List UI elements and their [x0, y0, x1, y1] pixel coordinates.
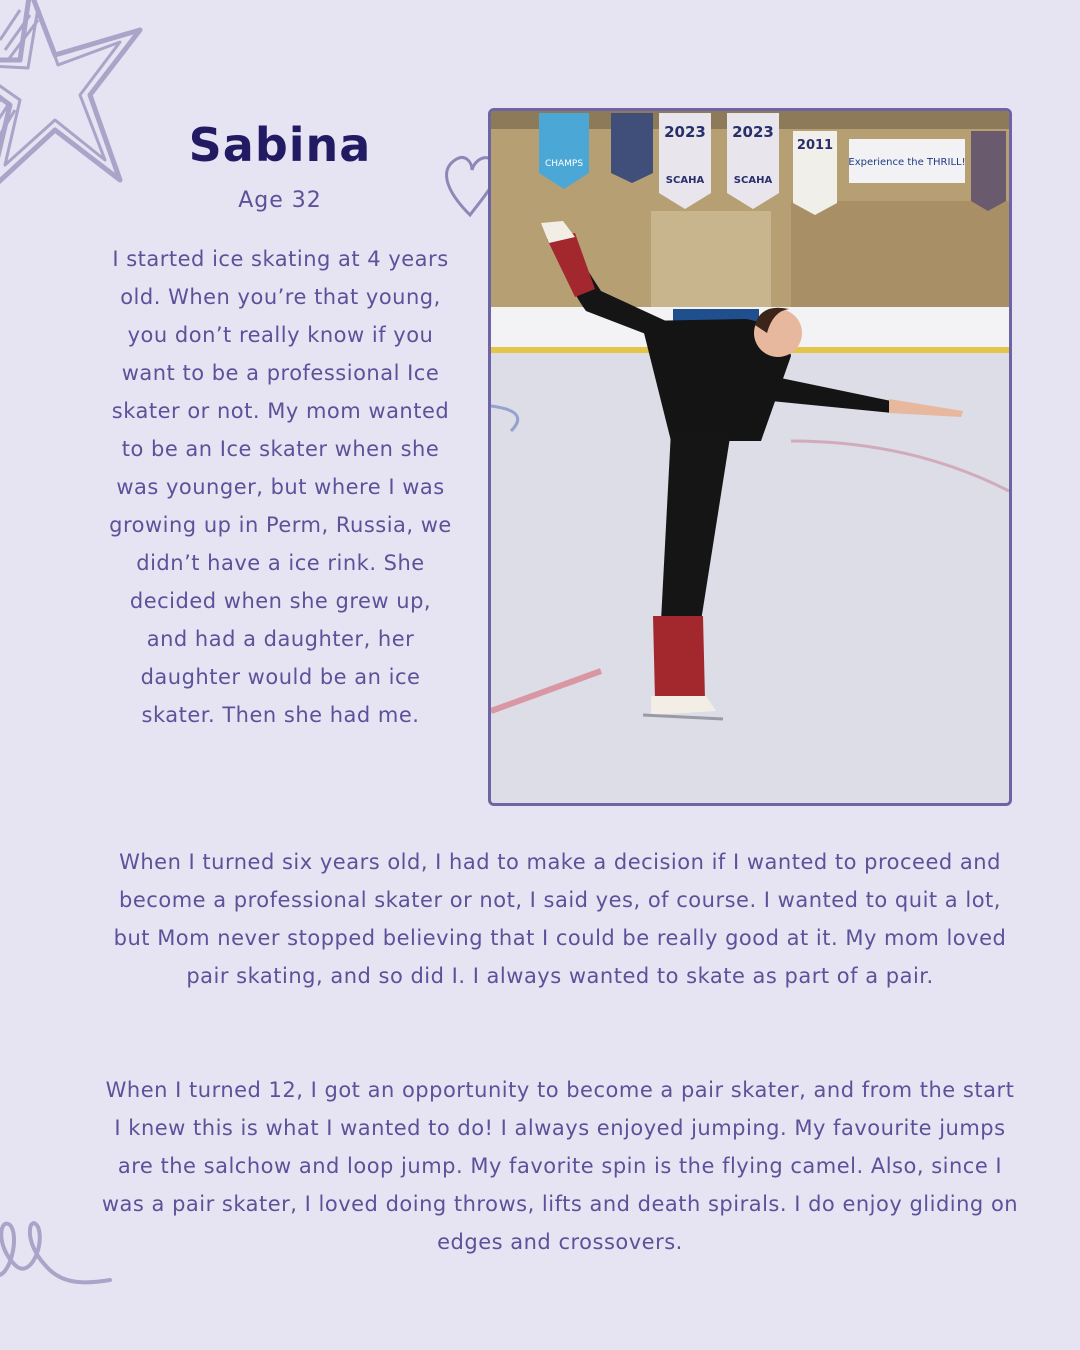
story-paragraph-3: When I turned 12, I got an opportunity to become a pair skater, and from the start I knew this is what I wanted to do! I always enjoyed jumping. My favourite jumps are the salchow and loop jump. My favorite spin is the flying camel. Also, since I was a pair skater, I loved doing throws, lifts and death spirals. I do enjoy gliding on edges and crossovers.	[101, 1078, 1019, 1254]
banner-year: 2023	[664, 123, 706, 141]
skater-photo	[488, 108, 1012, 806]
rink-banner	[727, 113, 779, 209]
rink-banner	[659, 113, 711, 209]
star-doodle-icon	[0, 0, 170, 210]
story-paragraph-2: When I turned six years old, I had to make a decision if I wanted to proceed and become a professional skater or not, I said yes, of course. I wanted to quit a lot, but Mom never stopped believing that I could be really good at it. My mom loved pair skating, and so did I. I always wanted to skate as part of a pair.	[113, 850, 1007, 988]
rink-sign	[848, 139, 965, 183]
rink-banner	[793, 131, 837, 215]
profile-age: Age 32	[238, 188, 322, 213]
rink-banner	[539, 113, 589, 189]
banner-year: 2023	[732, 123, 774, 141]
profile-name: Sabina	[188, 118, 372, 172]
svg-text:CHAMPS: CHAMPS	[544, 159, 584, 169]
rink-banner	[611, 113, 653, 183]
sign-text: Experience the THRILL!	[848, 157, 966, 168]
banner-year: 2011	[796, 138, 834, 153]
banner-caption: SCAHA	[665, 175, 705, 186]
story-intro: I started ice skating at 4 years old. When you’re that young, you don’t really know if you want to be a professional Ice skater or not. My mom wanted to be an Ice skater when she was younger, but where I was growing up in Perm, Russia, we didn’t have a ice rink. She decided when she grew up, and had a daughter, her daughter would be an ice skater. Then she had me.	[109, 247, 452, 727]
banner-caption: SCAHA	[733, 175, 773, 186]
